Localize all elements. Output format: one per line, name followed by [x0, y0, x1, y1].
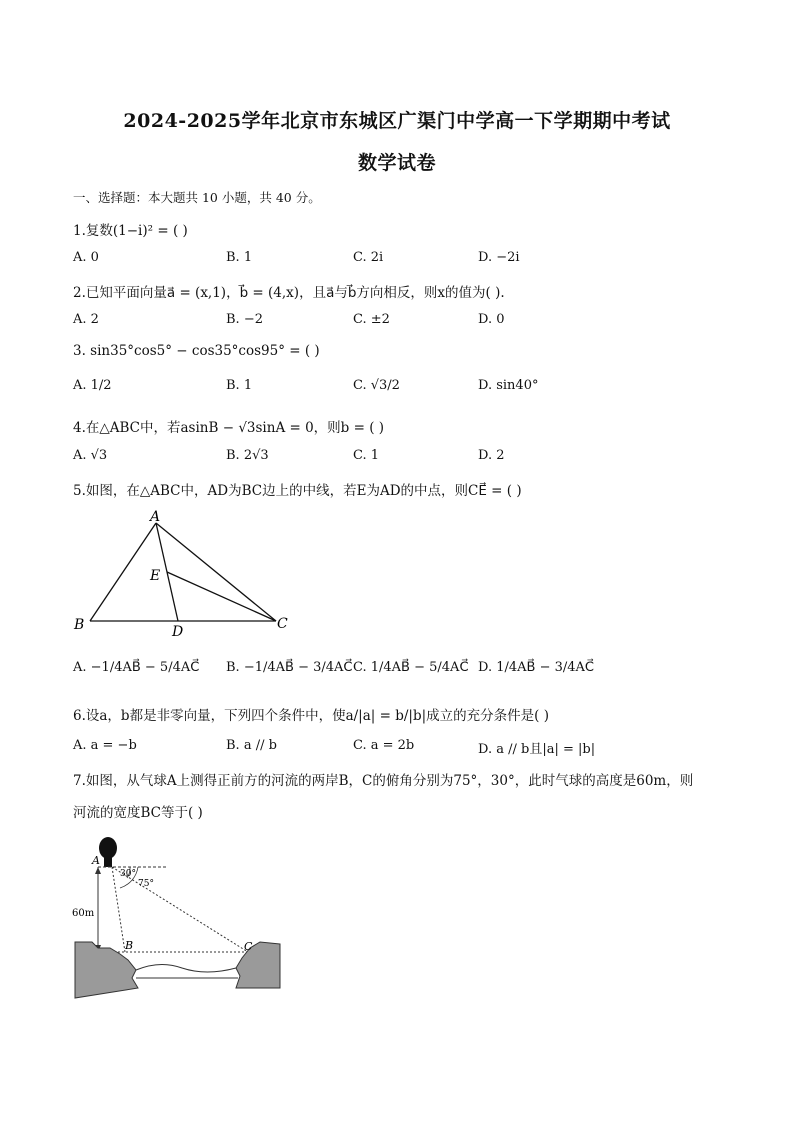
vertex-b-label: B	[74, 617, 85, 633]
point-c-label: C	[244, 940, 253, 953]
point-b-label: B	[125, 939, 134, 952]
page-subtitle: 数学试卷	[357, 152, 436, 174]
option-d: D. sin40°	[478, 378, 539, 393]
question-1-stem: 1.复数(1−i)² = ( )	[73, 223, 188, 239]
option-b: B. −1/4AB⃗ − 3/4AC⃗	[226, 660, 353, 675]
option-c: C. √3/2	[353, 378, 400, 393]
option-a: A. −1/4AB⃗ − 5/4AC⃗	[73, 660, 200, 675]
option-c: C. a = 2b	[353, 738, 415, 753]
page-title: 2024-2025学年北京市东城区广渠门中学高一下学期期中考试	[123, 110, 671, 132]
question-7-stem-line-1: 7.如图，从气球A上测得正前方的河流的两岸B，C的俯角分别为75°，30°，此时气球的高度是60m，则	[73, 773, 694, 789]
option-b: B. a // b	[226, 738, 277, 753]
point-a-label: A	[92, 854, 100, 867]
option-a: A. 1/2	[73, 378, 112, 393]
question-3-options	[73, 378, 713, 398]
question-2-stem: 2.已知平面向量a⃗ = (x,1)，b⃗ = (4,x)，且a⃗与b⃗方向相反，则x的值为( ).	[73, 285, 505, 301]
point-d-label: D	[172, 624, 184, 640]
option-a: A. 2	[73, 312, 99, 327]
question-3-stem: 3. sin35°cos5° − cos35°cos95° = ( )	[73, 343, 320, 359]
height-label: 60m	[72, 908, 95, 919]
question-4-options	[73, 448, 713, 468]
option-d: D. a // b且|a| = |b|	[478, 742, 596, 757]
angle-75-label: 75°	[138, 879, 154, 889]
vertex-c-label: C	[277, 616, 288, 632]
option-b: B. 1	[226, 250, 253, 265]
question-5-options	[73, 660, 713, 680]
option-a: A. a = −b	[73, 738, 137, 753]
option-c: C. 1/4AB⃗ − 5/4AC⃗	[353, 660, 469, 675]
option-a: A. √3	[73, 448, 108, 463]
angle-30-label: 30°	[120, 869, 136, 879]
point-e-label: E	[150, 568, 161, 584]
option-c: C. 1	[353, 448, 380, 463]
question-5-stem: 5.如图，在△ABC中，AD为BC边上的中线，若E为AD的中点，则CE⃗ = ( )	[73, 483, 522, 499]
question-2-options	[73, 312, 713, 332]
option-b: B. −2	[226, 312, 263, 327]
question-6-stem: 6.设a，b都是非零向量，下列四个条件中，使a/|a| = b/|b|成立的充分条件是( )	[73, 708, 549, 724]
question-7-stem-line-2: 河流的宽度BC等于( )	[73, 805, 203, 821]
option-b: B. 1	[226, 378, 253, 393]
vertex-a-label: A	[150, 509, 161, 525]
option-c: C. 2i	[353, 250, 384, 265]
option-d: D. 1/4AB⃗ − 3/4AC⃗	[478, 660, 594, 675]
option-d: D. 2	[478, 448, 505, 463]
question-4-stem: 4.在△ABC中，若asinB − √3sinA = 0，则b = ( )	[73, 420, 385, 436]
option-d: D. −2i	[478, 250, 520, 265]
question-1-options	[73, 250, 713, 270]
option-d: D. 0	[478, 312, 505, 327]
option-c: C. ±2	[353, 312, 390, 327]
balloon-river-figure	[70, 830, 290, 1005]
question-6-options	[73, 738, 713, 758]
option-b: B. 2√3	[226, 448, 269, 463]
triangle-figure	[70, 505, 300, 640]
option-a: A. 0	[73, 250, 99, 265]
section-heading: 一、选择题：本大题共 10 小题，共 40 分。	[73, 190, 321, 205]
